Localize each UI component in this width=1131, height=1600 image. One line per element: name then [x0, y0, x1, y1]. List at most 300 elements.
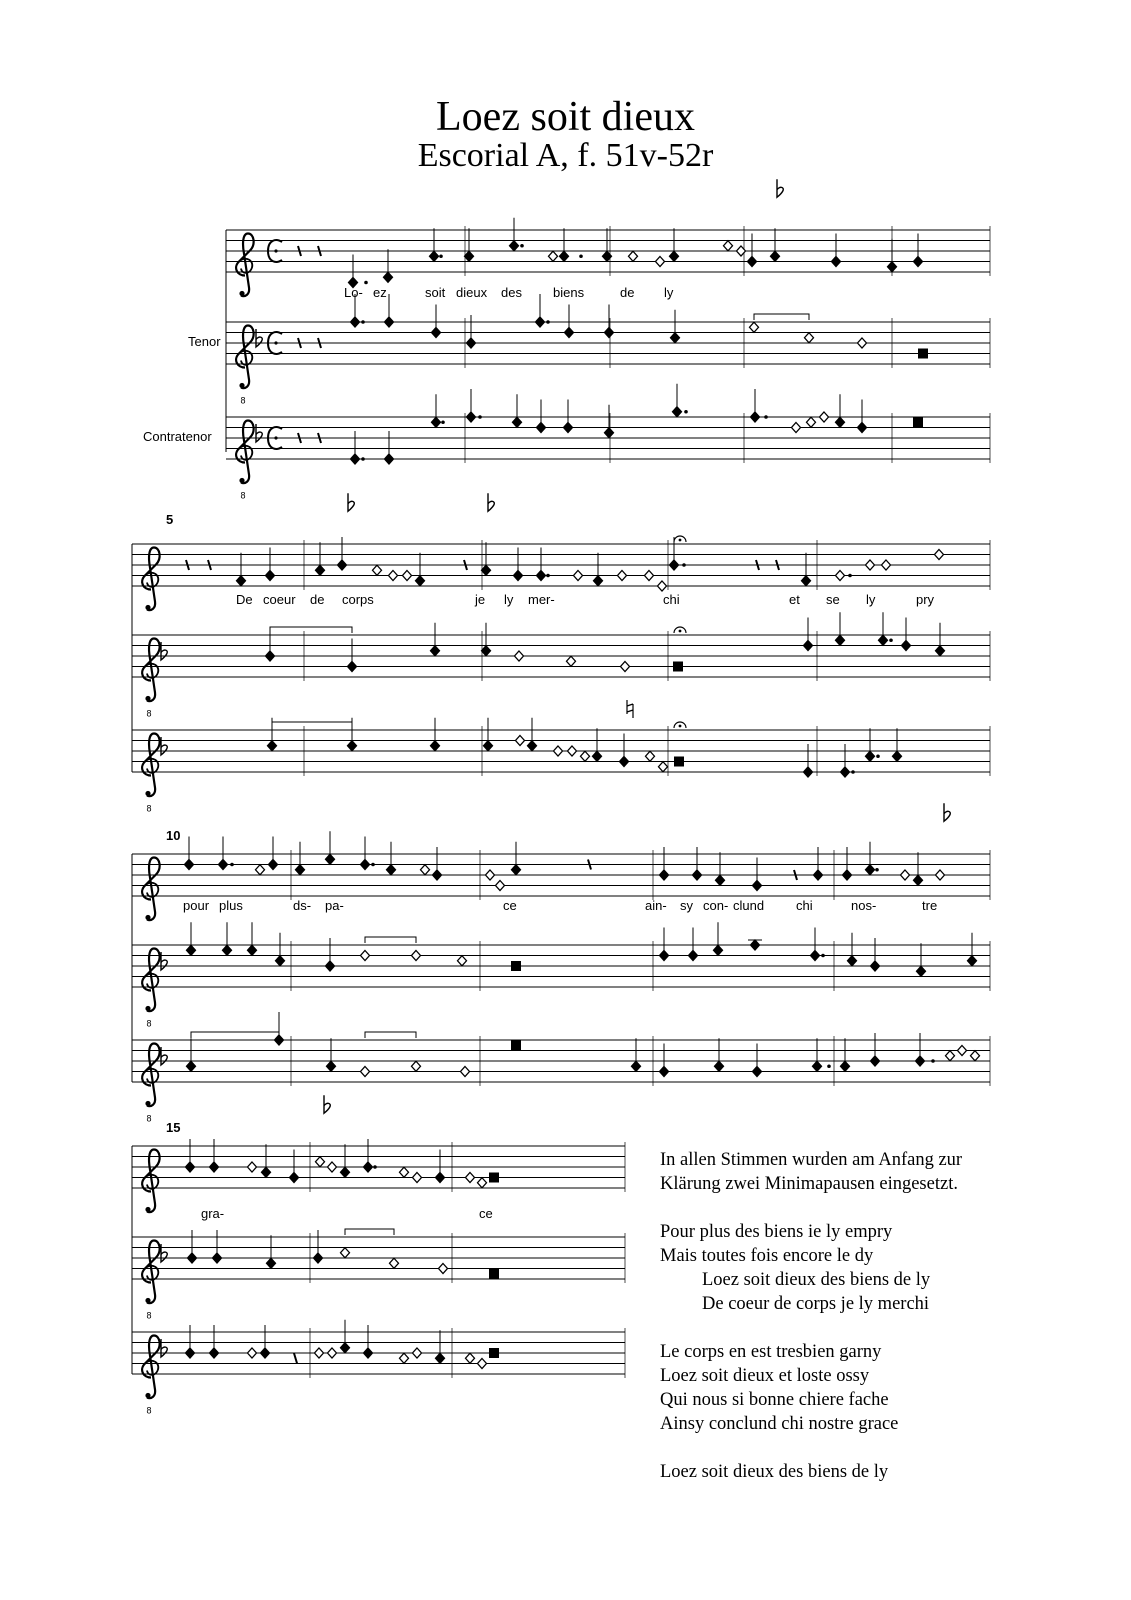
- filled-note-icon: [341, 1343, 350, 1353]
- lyric-syllable: et: [789, 592, 800, 607]
- filled-note-icon: [187, 945, 196, 955]
- fermata-dot-icon: [679, 630, 682, 633]
- filled-note-icon: [660, 951, 669, 961]
- augmentation-dot-icon: [230, 863, 234, 867]
- lyric-syllable: dieux: [456, 285, 488, 300]
- filled-note-icon: [836, 635, 845, 645]
- filled-note-icon: [510, 241, 519, 251]
- filled-note-icon: [267, 1258, 276, 1268]
- filled-note-icon: [802, 576, 811, 586]
- augmentation-dot-icon: [848, 574, 852, 578]
- lyric-syllable: clund: [733, 898, 765, 913]
- lyric-syllable: de: [310, 592, 325, 607]
- augmentation-dot-icon: [682, 563, 686, 567]
- fermata-dot-icon: [679, 539, 682, 542]
- void-note-icon: [646, 751, 655, 761]
- void-note-icon: [461, 1067, 470, 1077]
- filled-note-icon: [836, 417, 845, 427]
- filled-note-icon: [670, 560, 679, 570]
- void-note-icon: [901, 870, 910, 880]
- void-note-icon: [946, 1051, 955, 1061]
- lyric-syllable: Lo-: [344, 285, 363, 300]
- void-note-icon: [458, 956, 467, 966]
- filled-note-icon: [832, 257, 841, 267]
- filled-note-icon: [364, 1348, 373, 1358]
- filled-note-icon: [843, 870, 852, 880]
- filled-note-icon: [560, 251, 569, 261]
- lyric-syllable: De: [236, 592, 253, 607]
- filled-note-icon: [430, 251, 439, 261]
- filled-note-icon: [385, 454, 394, 464]
- filled-note-icon: [605, 428, 614, 438]
- breve-note-icon: [489, 1348, 499, 1358]
- void-note-icon: [373, 565, 382, 575]
- lyric-syllable: ly: [504, 592, 514, 607]
- filled-note-icon: [266, 651, 275, 661]
- lyric-syllable: nos-: [851, 898, 877, 913]
- void-note-icon: [866, 560, 875, 570]
- filled-note-icon: [416, 576, 425, 586]
- filled-note-icon: [660, 1067, 669, 1077]
- treble-clef-icon: [142, 734, 160, 814]
- filled-note-icon: [266, 571, 275, 581]
- lyric-syllable: ce: [479, 1206, 493, 1221]
- filled-note-icon: [338, 560, 347, 570]
- void-note-icon: [554, 746, 563, 756]
- filled-note-icon: [748, 257, 757, 267]
- augmentation-dot-icon: [361, 457, 365, 461]
- filled-note-icon: [432, 417, 441, 427]
- filled-note-icon: [715, 1061, 724, 1071]
- lyric-syllable: plus: [219, 898, 243, 913]
- lyric-syllable: se: [826, 592, 840, 607]
- void-note-icon: [248, 1162, 257, 1172]
- void-note-icon: [645, 571, 654, 581]
- filled-note-icon: [210, 1162, 219, 1172]
- void-note-icon: [248, 1348, 257, 1358]
- filled-note-icon: [536, 317, 545, 327]
- filled-note-icon: [537, 571, 546, 581]
- lyric-syllable: soit: [425, 285, 446, 300]
- void-note-icon: [486, 870, 495, 880]
- lyric-syllable: ly: [866, 592, 876, 607]
- filled-note-icon: [879, 635, 888, 645]
- lyric-syllable: ly: [664, 285, 674, 300]
- filled-note-icon: [467, 412, 476, 422]
- filled-note-icon: [564, 423, 573, 433]
- filled-note-icon: [364, 1162, 373, 1172]
- lyric-syllable: biens: [553, 285, 585, 300]
- filled-note-icon: [841, 767, 850, 777]
- filled-note-icon: [290, 1173, 299, 1183]
- filled-note-icon: [848, 956, 857, 966]
- treble-clef-icon: [142, 1150, 160, 1213]
- filled-note-icon: [186, 1162, 195, 1172]
- augmentation-dot-icon: [827, 1064, 831, 1068]
- poem-line: Loez soit dieux des biens de ly: [660, 1462, 889, 1482]
- void-note-icon: [549, 251, 558, 261]
- flat-sign-icon: [777, 179, 783, 197]
- filled-note-icon: [811, 951, 820, 961]
- filled-note-icon: [276, 956, 285, 966]
- filled-note-icon: [237, 576, 246, 586]
- filled-note-icon: [431, 741, 440, 751]
- filled-note-icon: [866, 865, 875, 875]
- void-note-icon: [621, 662, 630, 672]
- void-note-icon: [361, 951, 370, 961]
- void-note-icon: [568, 746, 577, 756]
- void-note-icon: [315, 1348, 324, 1358]
- filled-note-icon: [186, 1348, 195, 1358]
- void-note-icon: [413, 1173, 422, 1183]
- voice-label-contratenor: Contratenor: [143, 429, 212, 444]
- lyric-syllable: corps: [342, 592, 374, 607]
- poem-line: Le corps en est tresbien garny: [660, 1342, 882, 1362]
- flat-sign-icon: [324, 1095, 330, 1113]
- filled-note-icon: [219, 860, 228, 870]
- filled-note-icon: [385, 317, 394, 327]
- filled-note-icon: [482, 646, 491, 656]
- filled-note-icon: [262, 1167, 271, 1177]
- measure-number: 10: [166, 828, 181, 843]
- treble-clef-icon: [142, 1044, 160, 1124]
- flat-sign-icon: [161, 1339, 167, 1357]
- void-note-icon: [466, 1353, 475, 1363]
- void-note-icon: [412, 1061, 421, 1071]
- void-note-icon: [936, 870, 945, 880]
- augmentation-dot-icon: [889, 638, 893, 642]
- lyric-syllable: pry: [916, 592, 935, 607]
- filled-note-icon: [593, 751, 602, 761]
- filled-note-icon: [296, 865, 305, 875]
- filled-note-icon: [936, 646, 945, 656]
- ligature-bracket: [272, 722, 352, 728]
- ligature-bracket: [365, 937, 416, 943]
- void-note-icon: [256, 865, 265, 875]
- void-note-icon: [439, 1264, 448, 1274]
- filled-note-icon: [753, 1067, 762, 1077]
- ligature-bracket: [270, 627, 352, 633]
- filled-note-icon: [814, 870, 823, 880]
- filled-note-icon: [968, 956, 977, 966]
- augmentation-dot-icon: [579, 254, 583, 258]
- filled-note-icon: [813, 1061, 822, 1071]
- filled-note-icon: [348, 662, 357, 672]
- void-note-icon: [958, 1046, 967, 1056]
- augmentation-dot-icon: [361, 320, 365, 324]
- augmentation-dot-icon: [764, 415, 768, 419]
- filled-note-icon: [841, 1061, 850, 1071]
- filled-note-icon: [753, 881, 762, 891]
- filled-note-icon: [512, 865, 521, 875]
- void-note-icon: [858, 338, 867, 348]
- void-note-icon: [316, 1157, 325, 1167]
- augmentation-dot-icon: [478, 415, 482, 419]
- breve-note-icon: [918, 349, 928, 359]
- breve-note-icon: [511, 1040, 521, 1050]
- filled-note-icon: [188, 1253, 197, 1263]
- void-note-icon: [403, 571, 412, 581]
- breve-note-icon: [511, 961, 521, 971]
- void-note-icon: [341, 1248, 350, 1258]
- lyric-syllable: pa-: [325, 898, 344, 913]
- augmentation-dot-icon: [520, 244, 524, 248]
- filled-note-icon: [751, 940, 760, 950]
- breve-note-icon: [673, 662, 683, 672]
- filled-note-icon: [433, 870, 442, 880]
- ligature-bracket: [191, 1032, 279, 1038]
- filled-note-icon: [326, 961, 335, 971]
- void-note-icon: [971, 1051, 980, 1061]
- treble-clef-icon: [142, 858, 160, 921]
- filled-note-icon: [341, 1167, 350, 1177]
- poem-refrain-line: De coeur de corps je ly merchi: [702, 1294, 930, 1314]
- lyric-syllable: sy: [680, 898, 693, 913]
- void-note-icon: [390, 1258, 399, 1268]
- filled-note-icon: [514, 571, 523, 581]
- augmentation-dot-icon: [684, 410, 688, 414]
- void-note-icon: [361, 1067, 370, 1077]
- lyric-syllable: ain-: [645, 898, 667, 913]
- rest-icon: [294, 1353, 297, 1363]
- filled-note-icon: [565, 328, 574, 338]
- text-column: [660, 1148, 1060, 1508]
- filled-note-icon: [673, 407, 682, 417]
- void-note-icon: [478, 1359, 487, 1369]
- lyric-syllable: ce: [503, 898, 517, 913]
- lyric-syllable: tre: [922, 898, 938, 913]
- breve-note-icon: [489, 1269, 499, 1279]
- poem-line: Loez soit dieux et loste ossy: [660, 1366, 870, 1386]
- filled-note-icon: [484, 741, 493, 751]
- lyric-syllable: coeur: [263, 592, 296, 607]
- measure-number: 15: [166, 1120, 181, 1135]
- void-note-icon: [805, 333, 814, 343]
- filled-note-icon: [871, 961, 880, 971]
- filled-note-icon: [916, 1056, 925, 1066]
- lyric-syllable: chi: [796, 898, 813, 913]
- filled-note-icon: [917, 966, 926, 976]
- filled-note-icon: [351, 317, 360, 327]
- void-note-icon: [516, 736, 525, 746]
- flat-sign-icon: [161, 1244, 167, 1262]
- score: 8 Tenor Contratenor 5 10 15 Lo- ez soit dieux des biens de ly De coeur de corps je ly mer- chi et se ly pry pour plus ds- pa- ce ain- sy con- clund chi nos- tre gra- ce: [0, 0, 1131, 1600]
- augmentation-dot-icon: [364, 281, 368, 285]
- augmentation-dot-icon: [546, 574, 550, 578]
- ligature-bracket: [345, 1229, 394, 1235]
- void-note-icon: [328, 1162, 337, 1172]
- filled-note-icon: [866, 751, 875, 761]
- filled-note-icon: [804, 641, 813, 651]
- filled-note-icon: [771, 251, 780, 261]
- filled-note-icon: [513, 417, 522, 427]
- filled-note-icon: [351, 454, 360, 464]
- flat-sign-icon: [348, 493, 354, 511]
- lyric-syllable: de: [620, 285, 635, 300]
- poem-line: Ainsy conclund chi nostre grace: [660, 1414, 899, 1434]
- poem-stanza: [660, 1220, 1060, 1316]
- void-note-icon: [466, 1173, 475, 1183]
- poem-line: Pour plus des biens ie ly empry: [660, 1222, 893, 1242]
- void-note-icon: [496, 881, 505, 891]
- void-note-icon: [413, 1348, 422, 1358]
- void-note-icon: [567, 656, 576, 666]
- treble-clef-icon: [142, 639, 160, 719]
- poem-stanza: [660, 1460, 1060, 1484]
- void-note-icon: [820, 412, 829, 422]
- augmentation-dot-icon: [851, 770, 855, 774]
- lyric-syllable: je: [475, 592, 486, 607]
- filled-note-icon: [528, 741, 537, 751]
- filled-note-icon: [431, 646, 440, 656]
- filled-note-icon: [268, 741, 277, 751]
- lyric-syllable: mer-: [528, 592, 555, 607]
- augmentation-dot-icon: [441, 420, 445, 424]
- filled-note-icon: [632, 1061, 641, 1071]
- flat-sign-icon: [488, 493, 494, 511]
- void-note-icon: [574, 571, 583, 581]
- void-note-icon: [658, 581, 667, 591]
- augmentation-dot-icon: [875, 868, 879, 872]
- treble-clef-icon: [236, 421, 254, 501]
- poem-line: Qui nous si bonne chiere fache: [660, 1390, 889, 1410]
- lyric-syllable: gra-: [201, 1206, 225, 1221]
- filled-note-icon: [326, 854, 335, 864]
- filled-note-icon: [605, 328, 614, 338]
- filled-note-icon: [361, 860, 370, 870]
- filled-note-icon: [467, 338, 476, 348]
- filled-note-icon: [387, 865, 396, 875]
- filled-note-icon: [871, 1056, 880, 1066]
- filled-note-icon: [858, 423, 867, 433]
- augmentation-dot-icon: [931, 1059, 935, 1063]
- filled-note-icon: [261, 1348, 270, 1358]
- void-note-icon: [792, 423, 801, 433]
- void-note-icon: [328, 1348, 337, 1358]
- void-note-icon: [618, 571, 627, 581]
- filled-note-icon: [893, 751, 902, 761]
- filled-note-icon: [314, 1253, 323, 1263]
- treble-clef-icon: [142, 949, 160, 1029]
- filled-note-icon: [436, 1173, 445, 1183]
- fermata-dot-icon: [679, 725, 682, 728]
- filled-note-icon: [914, 875, 923, 885]
- treble-clef-icon: [236, 326, 254, 406]
- lyric-syllable: con-: [703, 898, 729, 913]
- filled-note-icon: [436, 1353, 445, 1363]
- filled-note-icon: [914, 257, 923, 267]
- lyric-syllable: des: [501, 285, 522, 300]
- filled-note-icon: [888, 262, 897, 272]
- filled-note-icon: [594, 576, 603, 586]
- treble-clef-icon: [142, 548, 160, 611]
- poem-line: Mais toutes fois encore le dy: [660, 1246, 874, 1266]
- void-note-icon: [724, 241, 733, 251]
- editorial-note: [660, 1148, 1060, 1196]
- note-line: In allen Stimmen wurden am Anfang zur: [660, 1150, 963, 1170]
- filled-note-icon: [689, 951, 698, 961]
- filled-note-icon: [482, 565, 491, 575]
- flat-sign-icon: [161, 952, 167, 970]
- filled-note-icon: [210, 1348, 219, 1358]
- filled-note-icon: [223, 945, 232, 955]
- breve-note-icon: [489, 1173, 499, 1183]
- filled-note-icon: [348, 741, 357, 751]
- filled-note-icon: [714, 945, 723, 955]
- flat-sign-icon: [944, 803, 950, 821]
- void-note-icon: [412, 951, 421, 961]
- void-note-icon: [515, 651, 524, 661]
- void-note-icon: [629, 251, 638, 261]
- filled-note-icon: [671, 333, 680, 343]
- filled-note-icon: [327, 1061, 336, 1071]
- breve-note-icon: [913, 417, 923, 427]
- treble-clef-icon: [142, 1241, 160, 1321]
- treble-clef-icon: [142, 1336, 160, 1416]
- void-note-icon: [659, 762, 668, 772]
- voice-label-tenor: Tenor: [188, 334, 221, 349]
- flat-sign-icon: [256, 424, 262, 442]
- void-note-icon: [389, 571, 398, 581]
- void-note-icon: [478, 1178, 487, 1188]
- ligature-bracket: [754, 314, 809, 320]
- augmentation-dot-icon: [371, 863, 375, 867]
- void-note-icon: [807, 417, 816, 427]
- filled-note-icon: [316, 565, 325, 575]
- filled-note-icon: [432, 328, 441, 338]
- poem-refrain-line: Loez soit dieux des biens de ly: [702, 1270, 931, 1290]
- augmentation-dot-icon: [439, 254, 443, 258]
- flat-sign-icon: [161, 1047, 167, 1065]
- filled-note-icon: [185, 860, 194, 870]
- void-note-icon: [836, 571, 845, 581]
- augmentation-dot-icon: [373, 1165, 377, 1169]
- void-note-icon: [581, 751, 590, 761]
- lyric-syllable: pour: [183, 898, 210, 913]
- augmentation-dot-icon: [821, 954, 825, 958]
- filled-note-icon: [269, 860, 278, 870]
- natural-sign-icon: [627, 700, 633, 718]
- void-note-icon: [400, 1353, 409, 1363]
- filled-note-icon: [384, 272, 393, 282]
- filled-note-icon: [660, 870, 669, 880]
- piece-title: Loez soit dieux: [436, 94, 695, 140]
- void-note-icon: [935, 550, 944, 560]
- note-line: Klärung zwei Minimapausen eingesetzt.: [660, 1174, 958, 1194]
- augmentation-dot-icon: [546, 320, 550, 324]
- filled-note-icon: [804, 767, 813, 777]
- lyric-syllable: ds-: [293, 898, 312, 913]
- void-note-icon: [400, 1167, 409, 1177]
- breve-note-icon: [674, 757, 684, 767]
- lyric-syllable: ez: [373, 285, 387, 300]
- filled-note-icon: [902, 641, 911, 651]
- flat-sign-icon: [161, 737, 167, 755]
- filled-note-icon: [716, 875, 725, 885]
- measure-number: 5: [166, 512, 174, 527]
- filled-note-icon: [620, 757, 629, 767]
- poem-stanza: [660, 1340, 1060, 1436]
- ligature-bracket: [365, 1032, 416, 1038]
- filled-note-icon: [670, 251, 679, 261]
- void-note-icon: [421, 865, 430, 875]
- source-subtitle: Escorial A, f. 51v-52r: [417, 137, 714, 174]
- lyric-syllable: chi: [663, 592, 680, 607]
- treble-clef-icon: [236, 234, 254, 297]
- filled-note-icon: [693, 870, 702, 880]
- void-note-icon: [750, 322, 759, 332]
- filled-note-icon: [465, 251, 474, 261]
